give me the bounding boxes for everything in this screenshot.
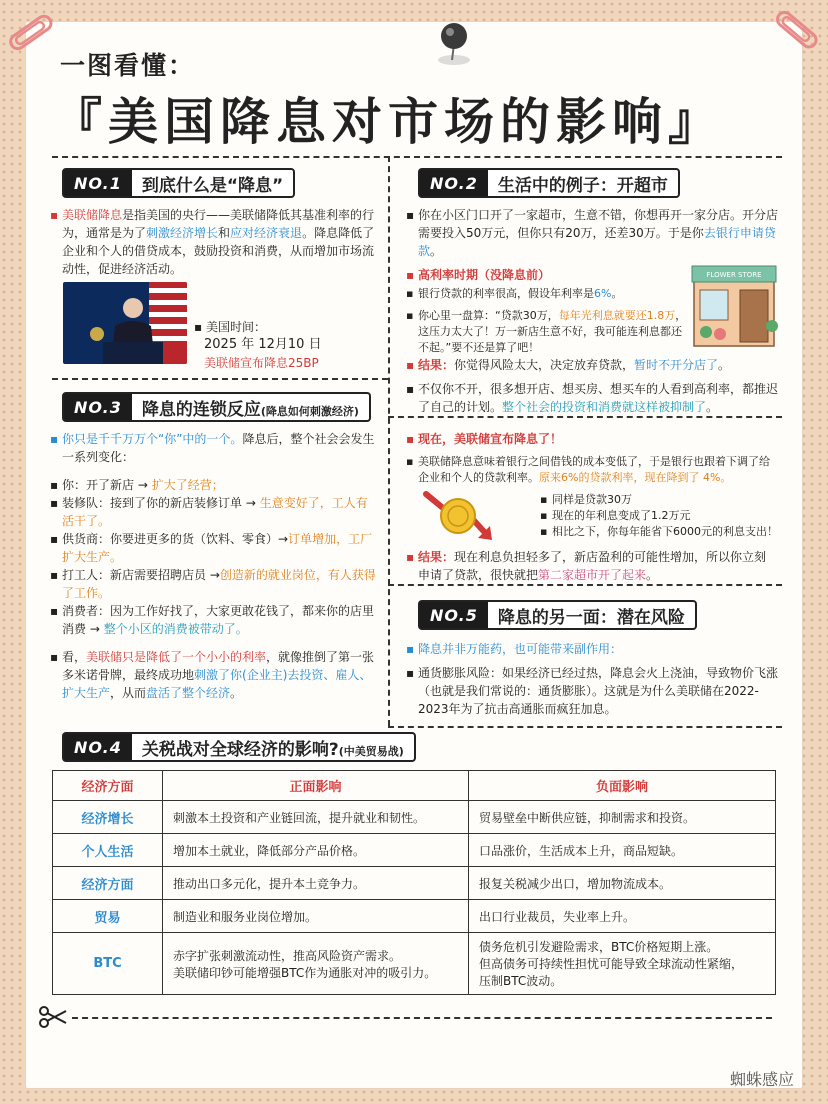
body-text: 看， — [62, 650, 87, 664]
section-title: 关税战对全球经济的影响? — [141, 739, 339, 760]
table-cell: 增加本土就业，降低部分产品价格。 — [163, 834, 469, 867]
table-row — [53, 834, 776, 867]
item-actor: 你：开了新店 → — [62, 478, 152, 492]
time-date: 2025 年 12月10 日 — [204, 337, 322, 352]
page-kicker: 一图看懂： — [60, 51, 196, 80]
body-text: 不仅你不开，很多想开店、想买房、想买车的人看到高利率，都推迟了自己的计划。 — [418, 382, 779, 414]
section-title: 降息的另一面：潜在风险 — [497, 607, 685, 628]
section-5-header — [418, 600, 697, 630]
body-text: 和 — [218, 226, 231, 240]
item-actor: 装修队：接到了你的新店装修订单 → — [62, 496, 260, 510]
table-row — [53, 933, 776, 995]
meeting-time-note: ▪ 美国时间： 2025 年 12月10 日 美联储宣布降息25BP — [194, 318, 374, 372]
section-2-result-2: ▪ 结果：现在利息负担轻多了，新店盈利的可能性增加，所以你立刻申请了贷款，很快就把第二家超市开了起来。 — [406, 550, 767, 582]
highlight-text: 暂时不开分店了 — [634, 358, 719, 372]
section-title: 降息的连锁反应 — [141, 399, 261, 420]
list-item: ▪ 供货商：你要进更多的货（饮料、零食）→订单增加，工厂扩大生产。 — [50, 532, 373, 564]
high-rate-list: ▪ 银行贷款的利率很高，假设年利率是6%。 ▪ 你心里一盘算：“贷款30万，每年光利息就要还1.8万，这压力太大了！万一新店生意不好，我可能连利息都还不起。”要不还是算了吧！ — [406, 287, 687, 354]
column-header: 经济方面 — [53, 771, 163, 801]
item-effect: 创造新的就业岗位，有人获得了工作。 — [62, 568, 376, 600]
body-text: 。 — [718, 358, 731, 372]
page-title: 『美国降息对市场的影响』 — [52, 92, 724, 151]
summary: ▪ 看，美联储只是降低了一个小小的利率，就像推倒了第一张多米诺骨牌，最终成功地刺激了你(企业主)去投资、雇人、扩大生产，从而盘活了整个经济。 — [50, 650, 375, 700]
item-effect: 扩大了经营； — [151, 478, 224, 492]
section-subtitle: (降息如何刺激经济) — [260, 404, 359, 418]
section-title: 到底什么是“降息” — [141, 175, 284, 196]
section-3-body: ▪ 你只是千千万万个“你”中的一个。降息后，整个社会会发生一系列变化： ▪ 你：开了新店 → 扩大了经营； ▪ 装修队：接到了你的新店装修订单 → 生意变好了，工人有活干了。 ▪ 供货商：你要进更多的货（饮料、零食）→订单增加，工厂扩大生产。 ▪ 打工人：新店需要招聘店员 →创造新的就业岗位，有人获得了工作。 ▪ 消费者：因为工作好找了，大家更敢花钱了，都来你的店里消费 → 整个小区的消费被带动了。 ▪ 看，美联储只是降低了一个小小的利率，就像推倒了第一张多米诺骨牌，最终成功地刺激了你(企业主)去投资、雇人、扩大生产，从而盘活了整个经济。 — [50, 430, 378, 702]
table-cell: 出口行业裁员，失业率上升。 — [469, 900, 776, 933]
section-2-result: ▪ 结果：你觉得风险太大，决定放弃贷款，暂时不开分店了。 ▪ 不仅你不开，很多想开店、想买房、想买车的人看到高利率，都推迟了自己的计划。整个社会的投资和消费就这样被抑制了。 — [406, 358, 779, 414]
scissors-icon — [38, 1005, 68, 1029]
paperclip-right-icon — [766, 0, 826, 60]
cell-line: 压制BTC波动。 — [479, 974, 563, 988]
cell-line: 债务危机引发避险需求，BTC价格短期上涨。 — [479, 940, 719, 954]
body-text: 是指美国的央行——美联储降低其基准利率的行为，通常是为了 — [62, 208, 375, 240]
table-cell: 制造业和服务业岗位增加。 — [163, 900, 469, 933]
result-label: 结果： — [418, 358, 455, 372]
table-row — [53, 801, 776, 834]
section-number: NO.3 — [64, 394, 132, 420]
section-1-body — [50, 206, 378, 278]
time-label: 美国时间： — [206, 320, 267, 334]
body-text: 。 — [430, 244, 443, 258]
body-text: 降息后，整个社会会发生一系列变化： — [62, 432, 375, 464]
watermark: 蜘蛛感应 — [729, 1070, 794, 1089]
list-item: ▪ 消费者：因为工作好找了，大家更敢花钱了，都来你的店里消费 → 整个小区的消费被带动了。 — [50, 604, 375, 636]
highlight-text: 整个社会的投资和消费就这样被抑制了 — [502, 400, 707, 414]
divider — [388, 584, 782, 586]
section-title: 生活中的例子：开超市 — [497, 175, 668, 196]
table-header-row — [53, 771, 776, 801]
list-item: ▪ 装修队：接到了你的新店装修订单 → 生意变好了，工人有活干了。 — [50, 496, 368, 528]
body-text: ，从而 — [110, 686, 147, 700]
list-item: 现在的年利息变成了1.2万元 — [552, 509, 691, 522]
highlight-text: 去银行申请贷款 — [418, 226, 776, 258]
list-item: 相比之下，你每年能省下6000元的利息支出！ — [552, 525, 778, 538]
table-cell: 经济增长 — [53, 801, 163, 834]
table-cell: 经济方面 — [53, 867, 163, 900]
savings-list: ▪ 同样是贷款30万 ▪ 现在的年利息变成了1.2万元 ▪ 相比之下，你每年能省下6000元的利息支出！ — [540, 493, 778, 538]
section-3-header — [62, 392, 371, 422]
list-item: ▪ 你：开了新店 → 扩大了经营； — [50, 478, 224, 492]
table-cell: 口品涨价，生活成本上升，商品短缺。 — [469, 834, 776, 867]
section-number: NO.2 — [420, 170, 488, 196]
item-actor: 打工人：新店需要招聘店员 → — [62, 568, 220, 582]
highlight-text: 应对经济衰退 — [230, 226, 303, 240]
highlight-text: 6% — [594, 287, 612, 300]
item-actor: 供货商：你要进更多的货（饮料、零食）→ — [62, 532, 289, 546]
time-event: 美联储宣布降息25BP — [204, 356, 319, 370]
section-4-header — [62, 732, 416, 762]
section-1-header — [62, 168, 295, 198]
tariff-impact-table — [52, 770, 776, 995]
result-label: 结果： — [418, 550, 455, 564]
section-number: NO.1 — [64, 170, 132, 196]
divider — [388, 416, 782, 418]
section-number: NO.4 — [64, 734, 132, 760]
body-text: 。 — [646, 568, 659, 582]
falling-coin-arrow-icon — [420, 486, 500, 546]
flower-store-illustration — [690, 262, 778, 348]
body-text: 。 — [706, 400, 719, 414]
body-text: ，就像推倒了第一张多米诺骨牌，最终成功地 — [62, 650, 375, 682]
table-cell: 报复关税减少出口，增加物流成本。 — [469, 867, 776, 900]
divider — [52, 378, 388, 380]
fed-chair-photo — [63, 282, 187, 364]
highlight-text: 美联储降息 — [62, 208, 123, 222]
list-item: ▪ 美联储降息是指美国的央行——美联储降低其基准利率的行为，通常是为了刺激经济增长和应对经济衰退。降息降低了企业和个人的借贷成本，鼓励投资和消费，从而增加市场流动性，促进经济活动。 — [50, 208, 375, 276]
body-text: 现在利息负担轻多了，新店盈利的可能性增加，所以你立刻申请了贷款，很快就把 — [418, 550, 767, 582]
highlight-text: 降息并非万能药，也可能带来副作用： — [418, 642, 623, 656]
divider — [388, 156, 390, 726]
highlight-text: 每年光利息就要还1.8万 — [558, 309, 676, 322]
body-text: 。降息降低了企业和个人的借贷成本，鼓励投资和消费，从而增加市场流动性，促进经济活动。 — [62, 226, 375, 276]
highlight-text: 刺激经济增长 — [146, 226, 219, 240]
highlight-text: 第二家超市开了起来 — [538, 568, 647, 582]
body-text: 你在小区门口开了一家超市，生意不错，你想再开一家分店。开分店需要投入50万元，但你只有20万，还差30万。于是你 — [418, 208, 779, 240]
body-text: 你心里一盘算：“贷款30万， — [418, 309, 559, 322]
highlight-text: 盘活了整个经济 — [146, 686, 231, 700]
cell-line: 赤字扩张刺激流动性，推高风险资产需求。 — [173, 948, 402, 963]
subheading: 现在，美联储宣布降息了！ — [418, 432, 563, 446]
table-cell: 贸易壁垒中断供应链，抑制需求和投资。 — [469, 801, 776, 834]
section-5-body: ▪ 降息并非万能药，也可能带来副作用： ▪ 通货膨胀风险：如果经济已经过热，降息会火上浇油，导致物价飞涨（也就是我们常说的：通货膨胀）。这就是为什么美联储在2022-2023年为了抗击高通胀而疯狂加息。 — [406, 642, 779, 716]
list-item: ▪ 打工人：新店需要招聘店员 →创造新的就业岗位，有人获得了工作。 — [50, 568, 376, 600]
item-actor: 消费者：因为工作好找了，大家更敢花钱了，都来你的店里消费 → — [62, 604, 375, 636]
table-row — [53, 900, 776, 933]
table-cell: 贸易 — [53, 900, 163, 933]
highlight-text: 美联储只是降低了一个小小的利率 — [86, 650, 267, 664]
section-subtitle: (中美贸易战) — [338, 744, 404, 758]
table-cell — [163, 933, 469, 995]
body-text: ，这压力太大了！万一新店生意不好，我可能连利息都还不起。”要不还是算了吧！ — [418, 309, 687, 354]
push-pin-icon — [430, 20, 478, 68]
table-cell: 个人生活 — [53, 834, 163, 867]
cell-line: 但高债务可持续性担忧可能导致全球流动性紧缩， — [479, 957, 744, 971]
item-effect: 整个小区的消费被带动了。 — [103, 622, 248, 636]
column-header: 负面影响 — [469, 771, 776, 801]
subheading: 高利率时期（没降息前） — [418, 268, 551, 282]
highlight-text: 原来6%的贷款利率，现在降到了 4%。 — [539, 471, 732, 484]
body-text: 美联储降息意味着银行之间借钱的成本变低了，于是银行也跟着下调了给企业和个人的贷款利率。 — [418, 455, 770, 484]
body-text: 银行贷款的利率很高，假设年利率是 — [418, 287, 594, 300]
section-number: NO.5 — [420, 602, 488, 628]
divider — [388, 726, 782, 728]
item-effect: 生意变好了，工人有活干了。 — [62, 496, 368, 528]
column-header: 正面影响 — [163, 771, 469, 801]
paperclip-left-icon — [0, 6, 60, 66]
store-sign-text: FLOWER STORE — [706, 271, 762, 279]
cell-line: 美联储印钞可能增强BTC作为通胀对冲的吸引力。 — [173, 965, 437, 980]
table-cell: 刺激本土投资和产业链回流，提升就业和韧性。 — [163, 801, 469, 834]
body-text: 。 — [611, 287, 623, 300]
list-item: 同样是贷款30万 — [552, 493, 632, 506]
table-cell — [469, 933, 776, 995]
body-text: 你觉得风险太大，决定放弃贷款， — [454, 358, 635, 372]
body-text: 。 — [230, 686, 243, 700]
body-text: 通货膨胀风险：如果经济已经过热，降息会火上浇油，导致物价飞涨（也就是我们常说的：通货膨胀）。这就是为什么美联储在2022-2023年为了抗击高通胀而疯狂加息。 — [418, 666, 779, 716]
cut-line — [72, 1017, 772, 1019]
section-2-intro: ▪ 你在小区门口开了一家超市，生意不错，你想再开一家分店。开分店需要投入50万元，但你只有20万，还差30万。于是你去银行申请贷款。 ▪ 高利率时期（没降息前） — [406, 208, 779, 282]
item-effect: 订单增加，工厂扩大生产。 — [62, 532, 373, 564]
highlight-text: 刺激了你(企业主)去投资、雇人、扩大生产 — [62, 668, 372, 700]
table-cell: BTC — [53, 933, 163, 995]
table-row — [53, 867, 776, 900]
highlight-text: 你只是千千万万个“你”中的一个。 — [62, 432, 243, 446]
table-cell: 推动出口多元化，提升本土竞争力。 — [163, 867, 469, 900]
section-2-now: ▪ 现在，美联储宣布降息了！ ▪ 美联储降息意味着银行之间借钱的成本变低了，于是银行也跟着下调了给企业和个人的贷款利率。原来6%的贷款利率，现在降到了 4%。 — [406, 432, 770, 484]
divider — [52, 156, 782, 158]
section-2-header — [418, 168, 680, 198]
